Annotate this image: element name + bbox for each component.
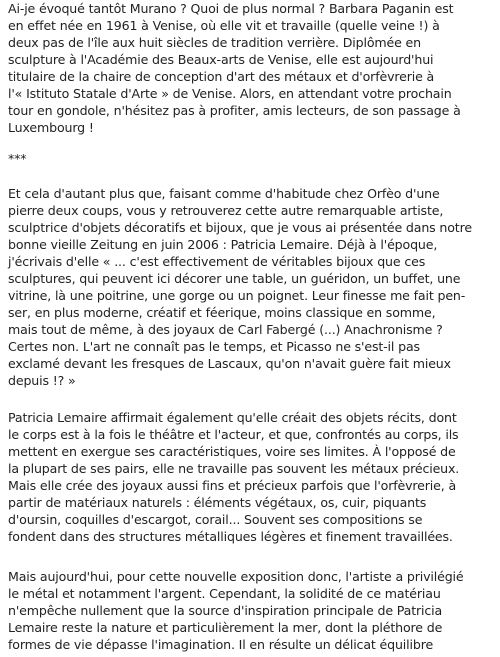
paragraph-new-exhibition: Mais aujourd'hui, pour cette nouvelle exposition donc, l'artiste a privilégié le métal et notamment l'argent. Cependant, la solidité de ce matériau n'empêche nullement que la source d'inspiration principale de Patricia Lemaire reste la nature et particulièrement la mer, dont la pléthore de formes de vie dépasse l'imagination. Il en résulte un délicat équilibre (8, 569, 464, 652)
section-separator: *** (8, 151, 27, 166)
paragraph-barbara-paganin: Ai-je évoqué tantôt Murano ? Quoi de plus normal ? Barbara Paganin est en effet née en 1961 à Venise, où elle vit et travaille (quelle veine !) à deux pas de l'île aux huit siècles de tradition verrière. Diplômée en sculpture à l'Académie des Beaux-arts de Venise, elle est aujourd'hui titulaire de la chaire de conception d'art des métaux et d'orfèvrerie à l'« Istituto Statale d'Arte » de Venise. Alors, en attendant votre prochain tour en gondole, n'hésitez pas à profiter, amis lecteurs, de son passage à Luxembourg ! (8, 1, 461, 135)
paragraph-patricia-lemaire-materials: Patricia Lemaire affirmait également qu'elle créait des objets récits, dont le corps est à la fois le théâtre et l'acteur, et que, confrontés au corps, ils mettent en exergue ses caractéristiques, voire ses limites. À l'opposé de la plupart de ses pairs, elle ne travaille pas souvent les métaux précieux. Mais elle crée des joyaux aussi fins et précieux parfois que l'orfèvrerie, à partir de matériaux naturels : éléments végétaux, os, cuir, piquants d'oursin, coquilles d'escargot, corail... Souvent ses compositions se fondent dans des structures métalliques légères et finement travaillées. (8, 410, 460, 544)
paragraph-patricia-lemaire-intro: Et cela d'autant plus que, faisant comme d'habitude chez Orfèo d'une pierre deux coups, vous y retrouverez cette autre remarquable artiste, sculptrice d'objets décoratifs et bijoux, que je vous ai présentée dans notre bonne vieille Zeitung en juin 2006 : Patricia Lemaire. Déjà à l'époque, j'écrivais d'elle « ... c'est effectivement de véritables bijoux que ces sculptures, qui peuvent ici décorer une table, un guéridon, un buffet, une vitrine, là une poitrine, une gorge ou un poignet. Leur finesse me fait pen- ser, en plus moderne, créatif et féerique, moins classique en somme, mais tout de même, à des joyaux de Carl Fabergé (...) Anachronisme ? Certes non. L'art ne connaît pas le temps, et Picasso ne s'est-il pas exclamé devant les fresques de Lascaux, qu'on n'avait guère fait mieux depuis !? » (8, 186, 472, 388)
